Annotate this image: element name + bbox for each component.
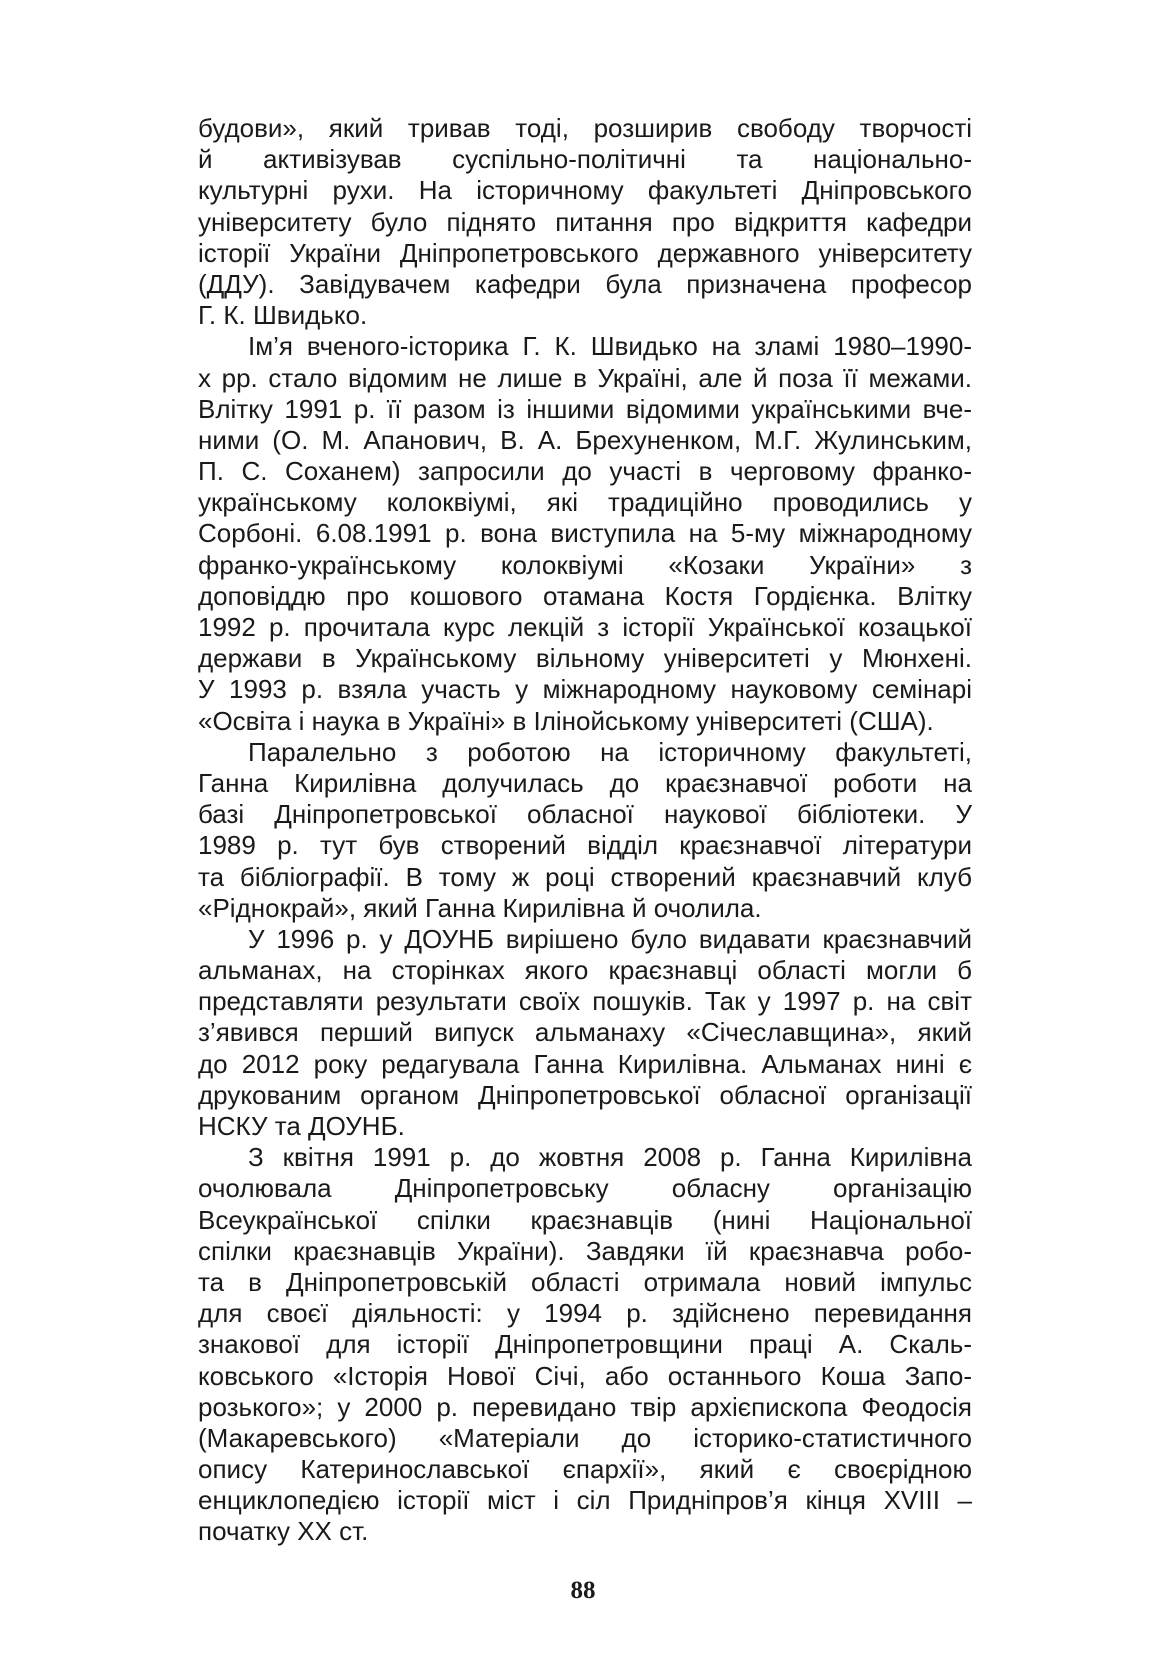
text-line: спілки краєзнавців України). Завдяки їй краєзнавча робо- <box>198 1235 972 1266</box>
text-line: історії України Дніпропетровського державного університету <box>198 237 972 268</box>
text-line: х рр. стало відомим не лише в Україні, але й поза її межами. <box>198 362 972 393</box>
text-line: Ім’я вченого-історика Г. К. Швидько на зламі 1980–1990- <box>248 331 972 362</box>
text-line: Влітку 1991 р. її разом із іншими відомими українськими вче- <box>198 393 972 424</box>
text-line: знакової для історії Дніпропетровщини праці А. Скаль- <box>198 1329 972 1360</box>
text-line: «Освіта і наука в Україні» в Ілінойському університеті (США). <box>198 705 934 736</box>
text-line: У 1996 р. у ДОУНБ вирішено було видавати краєзнавчий <box>248 923 972 954</box>
body-text <box>198 113 972 1548</box>
paragraph <box>198 1142 972 1547</box>
text-line: з’явився перший випуск альманаху «Січеславщина», який <box>198 1017 972 1048</box>
text-line: 1989 р. тут був створений відділ краєзнавчої літератури <box>198 830 972 861</box>
text-line: та бібліографії. В тому ж році створений краєзнавчий клуб <box>198 861 972 892</box>
page-number: 88 <box>570 1577 596 1604</box>
text-line: 1992 р. прочитала курс лекцій з історії Української козацької <box>198 612 972 642</box>
text-line: очолювала Дніпропетровську обласну організацію <box>198 1173 972 1204</box>
text-line: культурні рухи. На історичному факультеті Дніпровського <box>198 175 972 206</box>
text-line: університету було піднято питання про відкриття кафедри <box>198 206 972 237</box>
paragraph <box>198 331 972 736</box>
text-line: «Ріднокрай», який Ганна Кирилівна й очолила. <box>198 892 762 923</box>
text-line: З квітня 1991 р. до жовтня 2008 р. Ганна Кирилівна <box>248 1142 972 1173</box>
text-line: українському колоквіумі, які традиційно проводились у <box>198 487 972 518</box>
text-line: У 1993 р. взяла участь у міжнародному науковому семінарі <box>198 674 972 705</box>
text-line: доповіддю про кошового отамана Костя Гордієнка. Влітку <box>198 580 972 611</box>
text-line: (ДДУ). Завідувачем кафедри була призначена професор <box>198 268 972 299</box>
text-line: Г. К. Швидько. <box>198 300 368 331</box>
text-line: франко-українському колоквіумі «Козаки України» з <box>198 549 972 580</box>
text-line: ковського «Історія Нової Січі, або останнього Коша Запо- <box>198 1360 972 1391</box>
paragraph <box>198 737 972 924</box>
text-line: держави в Українському вільному університеті у Мюнхені. <box>198 643 972 674</box>
text-line: розького»; у 2000 р. перевидано твір архієпископа Феодосія <box>198 1391 972 1422</box>
text-line: до 2012 року редагувала Ганна Кирилівна. Альманах нині є <box>198 1048 972 1079</box>
text-line: (Макаревського) «Матеріали до історико-статистичного <box>198 1422 972 1453</box>
text-line: Паралельно з роботою на історичному факультеті, <box>248 736 972 767</box>
paragraph <box>198 924 972 1142</box>
text-line: опису Катеринославської єпархії», який є своєрідною <box>198 1454 972 1485</box>
text-line: енциклопедією історії міст і сіл Придніпров’я кінця XVIII – <box>198 1485 972 1516</box>
text-line: Всеукраїнської спілки краєзнавців (нині Національної <box>198 1204 972 1235</box>
text-line: будови», який тривав тоді, розширив свободу творчості <box>198 113 972 143</box>
text-line: початку XX ст. <box>198 1516 369 1547</box>
text-line: ними (О. М. Апанович, В. А. Брехуненком, М.Г. Жулинським, <box>198 424 972 455</box>
text-line: альманах, на сторінках якого краєзнавці області могли б <box>198 955 972 986</box>
text-line: Ганна Кирилівна долучилась до краєзнавчої роботи на <box>198 767 972 798</box>
text-line: базі Дніпропетровської обласної наукової бібліотеки. У <box>198 799 972 830</box>
text-line: НСКУ та ДОУНБ. <box>198 1111 405 1141</box>
text-line: друкованим органом Дніпропетровської обласної організації <box>198 1079 972 1110</box>
text-line: представляти результати своїх пошуків. Так у 1997 р. на світ <box>198 986 972 1017</box>
text-line: та в Дніпропетровській області отримала новий імпульс <box>198 1266 972 1297</box>
text-line: для своєї діяльності: у 1994 р. здійснено перевидання <box>198 1298 972 1329</box>
text-line: й активізував суспільно-політичні та національно- <box>198 144 972 175</box>
paragraph <box>198 113 972 331</box>
text-line: Сорбоні. 6.08.1991 р. вона виступила на 5-му міжнародному <box>198 518 972 549</box>
text-line: П. С. Соханем) запросили до участі в черговому франко- <box>198 456 972 487</box>
